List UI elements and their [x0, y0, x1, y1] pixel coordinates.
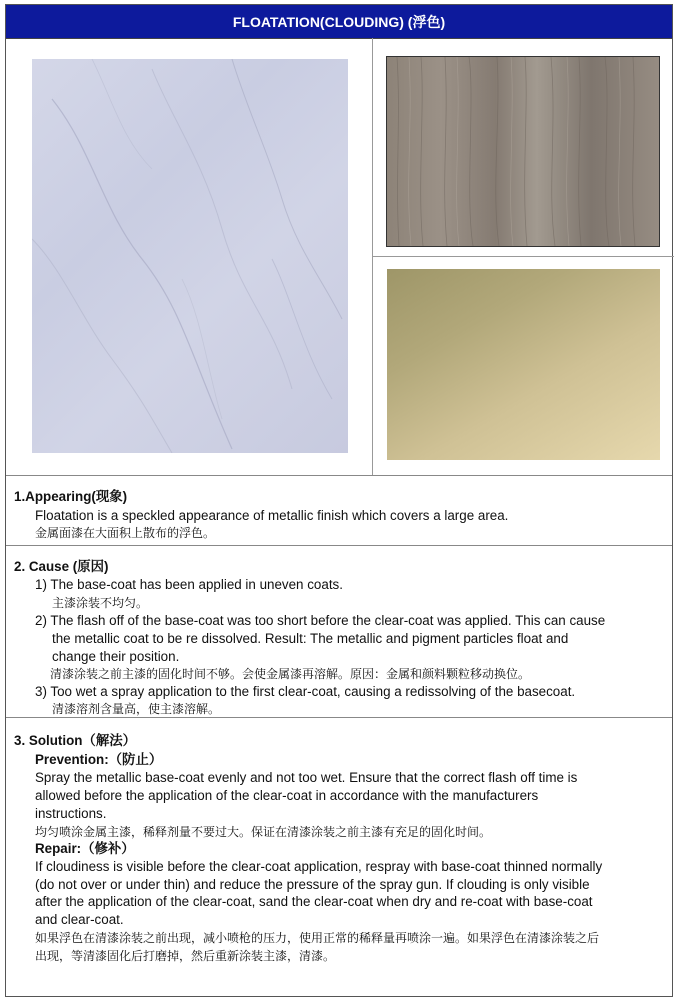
appearing-text-en: Floatation is a speckled appearance of metallic finish which covers a large area.: [35, 508, 509, 523]
appearing-text-zh: 金属面漆在大面积上散布的浮色。: [35, 526, 216, 540]
image-divider-horizontal: [372, 256, 674, 257]
repair-label: Repair:（修补）: [35, 841, 135, 856]
repair-text-zh-line-1: 如果浮色在清漆涂装之前出现，减小喷枪的压力，使用正常的稀释量再喷涂一遍。如果浮色在清漆涂装之后: [35, 931, 600, 945]
prevention-text-line-2: allowed before the application of the clear-coat in accordance with the manufacturers: [35, 788, 539, 803]
cause-item-3-zh: 清漆溶剂含量高，使主漆溶解。: [52, 702, 221, 716]
marble-veins: [32, 59, 348, 453]
appearing-heading: 1.Appearing(现象): [14, 489, 128, 504]
cause-item-1-zh: 主漆涂装不均匀。: [52, 596, 149, 610]
marble-panel-image: [32, 59, 348, 453]
cause-item-2-en-line-2: the metallic coat to be re dissolved. Result: The metallic and pigment particles float and: [52, 631, 569, 646]
cause-item-1-en: 1) The base-coat has been applied in uneven coats.: [35, 577, 343, 592]
repair-text-line-3: after the application of the clear-coat, sand the clear-coat when dry and re-coat with base-coat: [35, 894, 593, 909]
cause-item-3-en: 3) Too wet a spray application to the first clear-coat, causing a redissolving of the basecoat.: [35, 684, 576, 699]
prevention-text-zh: 均匀喷涂金属主漆，稀释剂量不要过大。保证在清漆涂装之前主漆有充足的固化时间。: [35, 825, 492, 839]
prevention-text-line-3: instructions.: [35, 806, 107, 821]
repair-text-zh-line-2: 出现，等清漆固化后打磨掉，然后重新涂装主漆，清漆。: [35, 949, 336, 963]
prevention-label: Prevention:（防止）: [35, 752, 163, 767]
repair-text-line-1: If cloudiness is visible before the clear-coat application, respray with base-coat thinned normally: [35, 859, 603, 874]
repair-text-line-2: (do not over or under thin) and reduce the pressure of the spray gun. If clouding is only visible: [35, 877, 590, 892]
document-sheet: [5, 4, 673, 997]
wood-panel-image: [386, 56, 660, 247]
cause-item-2-en-line-3: change their position.: [52, 649, 180, 664]
solution-heading: 3. Solution（解法）: [14, 733, 136, 748]
solution-section: [6, 718, 672, 998]
prevention-text-line-1: Spray the metallic base-coat evenly and not too wet. Ensure that the correct flash off time is: [35, 770, 578, 785]
image-area: [6, 38, 672, 476]
appearing-section: [6, 475, 672, 546]
cause-item-2-zh: 清漆涂装之前主漆的固化时间不够。会使金属漆再溶解。原因：金属和颜料颗粒移动换位。: [50, 667, 531, 681]
wood-grain: [387, 57, 659, 246]
repair-text-line-4: and clear-coat.: [35, 912, 124, 927]
cause-section: [6, 546, 672, 718]
page-title: FLOATATION(CLOUDING) (浮色): [6, 5, 672, 39]
cause-heading: 2. Cause (原因): [14, 559, 109, 574]
gold-panel-image: [387, 269, 660, 460]
cause-item-2-en-line-1: 2) The flash off of the base-coat was too short before the clear-coat was applied. This can cause: [35, 613, 606, 628]
